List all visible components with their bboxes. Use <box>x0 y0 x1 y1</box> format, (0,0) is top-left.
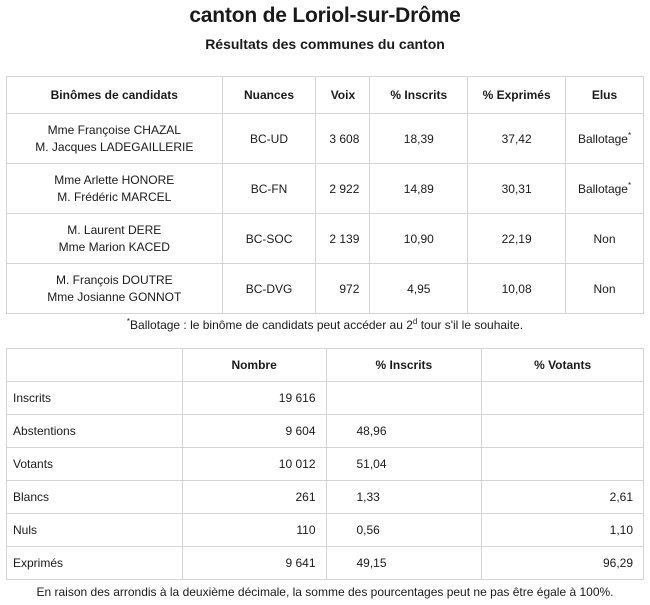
stat-nombre: 9 641 <box>182 547 326 580</box>
stat-pct-inscrits: 1,33 <box>326 481 482 514</box>
footnote-mark: * <box>126 317 131 326</box>
footnote-text: Ballotage : le binôme de candidats peut accéder au 2 <box>130 318 413 332</box>
pct-exprimes-cell: 10,08 <box>468 264 566 314</box>
table-row <box>7 382 644 415</box>
pct-inscrits-cell: 10,90 <box>370 214 468 264</box>
pct-exprimes-cell: 37,42 <box>468 114 566 164</box>
pct-exprimes-cell: 30,31 <box>468 164 566 214</box>
stat-pct-votants: 2,61 <box>482 481 644 514</box>
candidate-name: Mme Marion KACED <box>58 239 170 254</box>
stat-label: Blancs <box>7 481 183 514</box>
nuance-cell: BC-DVG <box>222 264 316 314</box>
candidate-name: M. François DOUTRE <box>55 272 173 287</box>
stat-pct-inscrits: 48,96 <box>326 415 482 448</box>
stat-nombre: 9 604 <box>182 415 326 448</box>
voix-cell: 2 139 <box>316 214 370 264</box>
candidates-cell <box>7 164 223 214</box>
table-row <box>7 547 644 580</box>
results-table <box>6 76 644 314</box>
voix-cell: 3 608 <box>316 114 370 164</box>
elus-value: Non <box>593 281 616 296</box>
stat-pct-votants: 1,10 <box>482 514 644 547</box>
elus-cell <box>566 114 644 164</box>
stat-pct-inscrits: 0,56 <box>326 514 482 547</box>
footnote-mark: * <box>627 180 632 190</box>
stat-label: Exprimés <box>7 547 183 580</box>
stats-table <box>6 348 644 580</box>
table-row <box>7 164 644 214</box>
table-row <box>7 214 644 264</box>
stat-nombre: 261 <box>182 481 326 514</box>
rounding-note: En raison des arrondis à la deuxième décimale, la somme des pourcentages peut ne pas être égale à 100%. <box>36 585 614 599</box>
candidate-name: Mme Josianne GONNOT <box>47 289 182 304</box>
page-subtitle: Résultats des communes du canton <box>205 36 445 52</box>
header-blank <box>7 349 183 382</box>
header-elus: Elus <box>566 77 644 114</box>
footnote-mark: * <box>627 130 632 140</box>
stat-label: Abstentions <box>7 415 183 448</box>
elus-value: Non <box>593 231 616 246</box>
voix-cell: 972 <box>316 264 370 314</box>
pct-exprimes-cell: 22,19 <box>468 214 566 264</box>
pct-inscrits-cell: 14,89 <box>370 164 468 214</box>
results-header-row <box>7 77 644 114</box>
stat-nombre: 10 012 <box>182 448 326 481</box>
header-nuances: Nuances <box>222 77 316 114</box>
stat-label: Inscrits <box>7 382 183 415</box>
candidate-name: M. Frédéric MARCEL <box>57 189 172 204</box>
stat-label: Votants <box>7 448 183 481</box>
stat-pct-votants: 96,29 <box>482 547 644 580</box>
stat-label: Nuls <box>7 514 183 547</box>
candidate-name: Mme Françoise CHAZAL <box>47 122 181 137</box>
header-nombre: Nombre <box>182 349 326 382</box>
stat-pct-inscrits: 51,04 <box>326 448 482 481</box>
stat-nombre: 110 <box>182 514 326 547</box>
page-title: canton de Loriol-sur-Drôme <box>189 4 461 27</box>
table-row <box>7 481 644 514</box>
header-pct-inscrits: % Inscrits <box>370 77 468 114</box>
footnote-text-end: tour s'il le souhaite. <box>417 318 524 332</box>
stat-pct-votants <box>482 382 644 415</box>
nuance-cell: BC-SOC <box>222 214 316 264</box>
candidate-name: Mme Arlette HONORE <box>54 172 175 187</box>
header-pct-exprimes: % Exprimés <box>468 77 566 114</box>
table-row <box>7 415 644 448</box>
stat-pct-votants <box>482 448 644 481</box>
elus-cell <box>566 264 644 314</box>
elus-cell <box>566 164 644 214</box>
table-row <box>7 514 644 547</box>
header-voix: Voix <box>316 77 370 114</box>
footnote-ordinal: d <box>412 317 418 326</box>
voix-cell: 2 922 <box>316 164 370 214</box>
candidate-name: M. Jacques LADEGAILLERIE <box>35 139 194 154</box>
stats-header-row <box>7 349 644 382</box>
stat-nombre: 19 616 <box>182 382 326 415</box>
nuance-cell: BC-UD <box>222 114 316 164</box>
header-pct-votants: % Votants <box>482 349 644 382</box>
stat-pct-votants <box>482 415 644 448</box>
pct-inscrits-cell: 18,39 <box>370 114 468 164</box>
candidate-name: M. Laurent DERE <box>67 222 162 237</box>
table-row <box>7 264 644 314</box>
pct-inscrits-cell: 4,95 <box>370 264 468 314</box>
elus-value: Ballotage <box>577 181 628 196</box>
ballotage-footnote <box>0 318 650 332</box>
stat-pct-inscrits: 49,15 <box>326 547 482 580</box>
candidates-cell <box>7 114 223 164</box>
candidates-cell <box>7 264 223 314</box>
candidates-cell <box>7 214 223 264</box>
table-row <box>7 114 644 164</box>
header-candidates: Binômes de candidats <box>7 77 223 114</box>
stat-pct-inscrits <box>326 382 482 415</box>
nuance-cell: BC-FN <box>222 164 316 214</box>
table-row <box>7 448 644 481</box>
elus-value: Ballotage <box>577 131 628 146</box>
elus-cell <box>566 214 644 264</box>
header-pct-inscrits: % Inscrits <box>326 349 482 382</box>
